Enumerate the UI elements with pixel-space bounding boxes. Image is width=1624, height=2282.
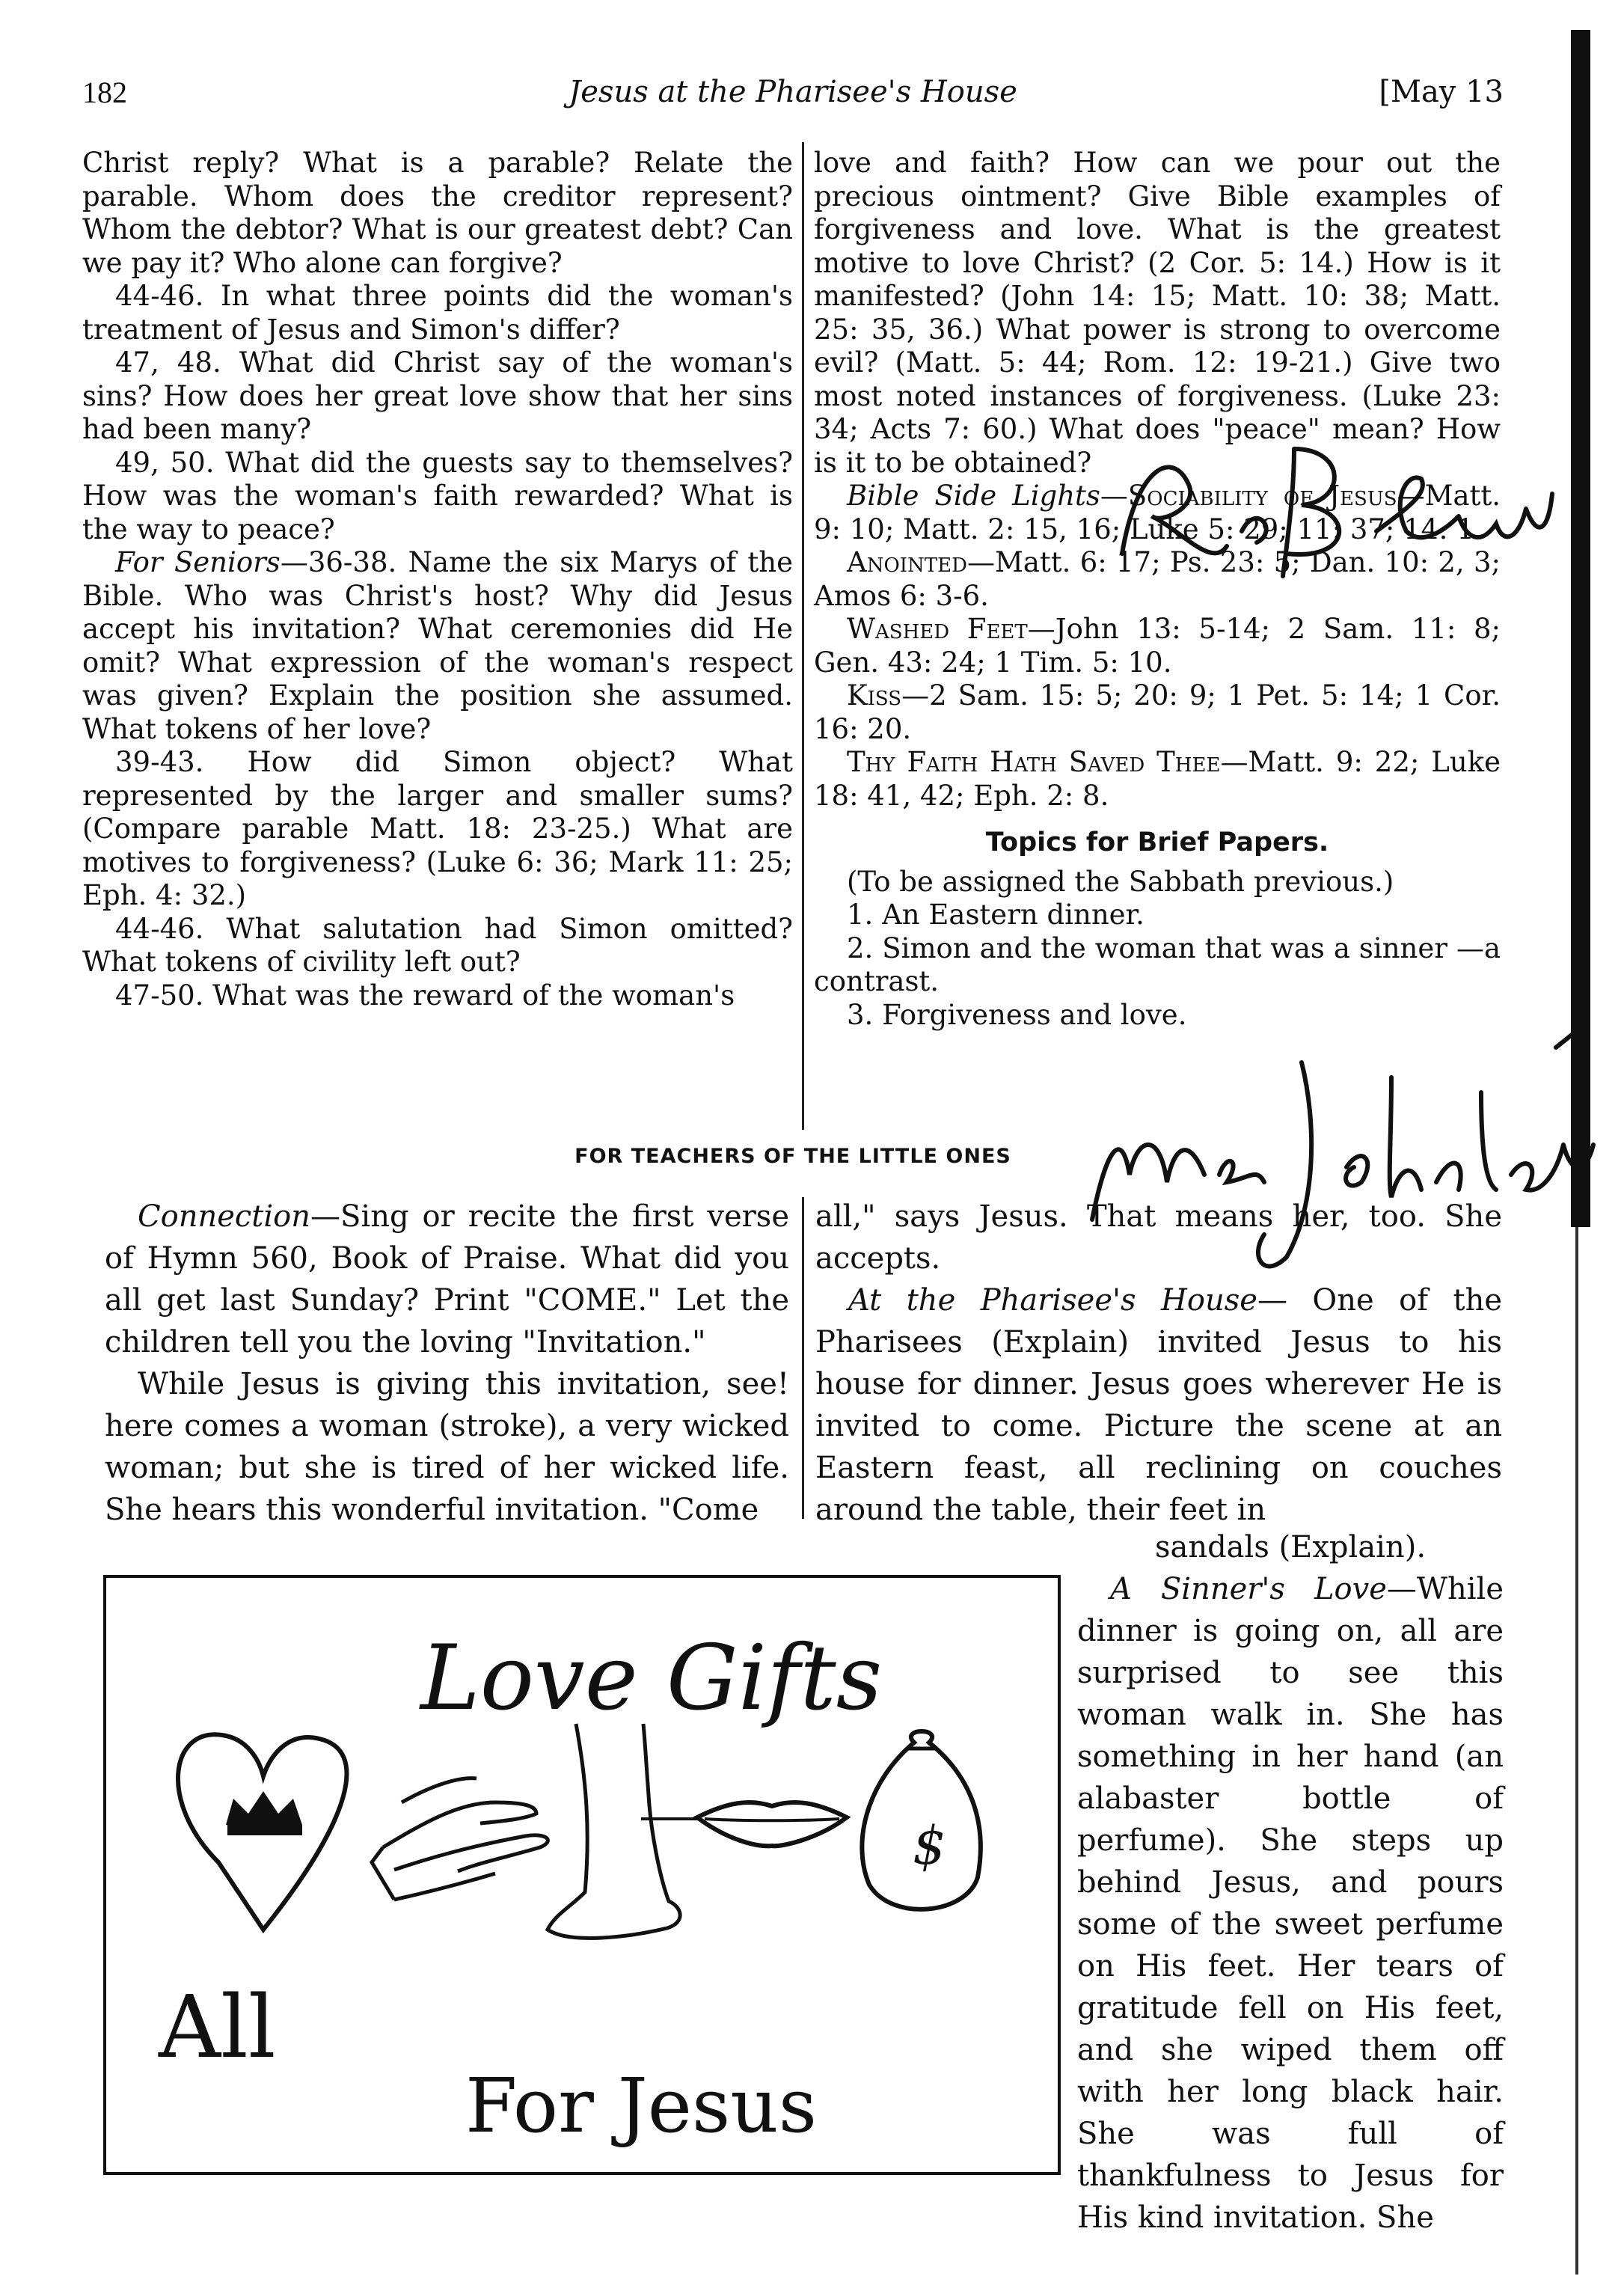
seniors-range: —36- — [280, 546, 353, 578]
seniors-paragraph — [82, 546, 793, 746]
connection-text: —Sing or recite the first verse of Hymn 560, Book of Praise. What did you all get last Sunday? Print "COME." Let the children tell you the loving "Invitation." — [105, 1199, 789, 1359]
paragraph: love and faith? How can we pour out the precious ointment? Give Bible examples of forgiveness and love. What is the greatest motive to love Christ? (2 Cor. 5: 14.) How is it manifested? (John 14: 15; Matt. 10: 38; Matt. 25: 35, 36.) What power is strong to overcome evil? (Matt. 5: 44; Rom. 12: 19-21.) Give two most noted instances of forgiveness. (Luke 23: 34; Acts 7: 60.) What does "peace" mean? How is it to be obtained? — [814, 147, 1501, 479]
side-lights-head: —Sociability of Jesus — [1100, 480, 1397, 512]
paragraph: 49, 50. What did the guests say to themselves? How was the woman's faith rewarded? What is the way to peace? — [82, 446, 793, 545]
dollar-sign: $ — [913, 1815, 946, 1876]
paragraph: all," says Jesus. That means her, too. She accepts. — [815, 1199, 1502, 1276]
topic-item: 2. Simon and the woman that was a sinner —a contrast. — [814, 932, 1501, 997]
side-lights-label: Bible Side Lights — [847, 480, 1100, 512]
paragraph: While Jesus is giving this invitation, see! here comes a woman (stroke), a very wicked woman; but she is tired of her wicked life. She hears this wonderful invitation. "Come — [105, 1367, 789, 1527]
topics-title: Topics for Brief Papers. — [985, 828, 1329, 857]
signature-mrs-johnston — [1077, 1033, 1601, 1272]
illustration-title: Love Gifts — [420, 1627, 883, 1731]
teachers-column-left — [105, 1196, 789, 1531]
sinners-love-text: —While dinner is going on, all are surprised to see this woman walk in. She has something in her hand (an alabaster bottle of perfume). She steps up behind Jesus, and pours some of the sweet perfume on His feet. Her tears of gratitude fell on His feet, and she wiped them off with her long black hair. She was full of thankfulness to Jesus for His kind invitation. She — [1077, 1572, 1504, 2235]
seniors-text: 38. Name the six Marys of the Bible. Who was Christ's host? Why did Jesus accept his invitation? What ceremonies did He omit? What expression of the woman's respect was given? Explain the position she assumed. What tokens of her love? — [82, 546, 794, 745]
continuation-line: sandals (Explain). — [1154, 1530, 1427, 1564]
column-divider — [802, 142, 804, 1130]
section-heading: FOR TEACHERS OF THE LITTLE ONES — [574, 1145, 1011, 1168]
kiss-head: Kiss — [847, 679, 902, 712]
anointed-text: —Matt. 6: 17; Ps. 23: 5; Dan. 10: 2, 3; Amos 6: 3-6. — [814, 546, 1501, 612]
topics-note: (To be assigned the Sabbath previous.) — [847, 865, 1394, 898]
washed-text: —John 13: 5-14; 2 Sam. 11: 8; Gen. 43: 24; 1 Tim. 5: 10. — [814, 613, 1501, 679]
pharisee-text: — One of the Pharisees (Explain) invited Jesus to his house for dinner. Jesus goes wherever He is invited to come. Picture the scene at an Eastern feast, all reclining on couches around the table, their feet in — [815, 1283, 1503, 1527]
paragraph: 44-46. What salutation had Simon omitted? What tokens of civility left out? — [82, 912, 793, 978]
pharisee-paragraph — [815, 1279, 1502, 1531]
topic-item: 3. Forgiveness and love. — [847, 998, 1187, 1031]
side-lights-text: —Matt. 9: 10; Matt. 2: 15, 16; Luke 5: 29; 11: 37; 14: 1. — [814, 480, 1501, 545]
sinners-love-column — [1077, 1526, 1504, 2239]
pharisee-label: At the Pharisee's House — [848, 1283, 1257, 1318]
foot-icon — [548, 1724, 680, 1938]
faith-text: —Matt. 9: 22; Luke 18: 41, 42; Eph. 2: 8. — [814, 746, 1501, 812]
seniors-label: For Seniors — [115, 546, 281, 578]
open-hands-icon — [372, 1778, 548, 1900]
connection-paragraph — [105, 1196, 789, 1363]
washed-head: Washed Feet — [847, 613, 1028, 645]
money-bag-icon — [862, 1731, 980, 1909]
faith-head: Thy Faith Hath Saved Thee — [847, 746, 1221, 778]
heart-crown-icon — [178, 1734, 346, 1930]
sinners-love-label: A Sinner's Love — [1110, 1572, 1387, 1606]
paragraph: 47, 48. What did Christ say of the woman's sins? How does her great love show that her sins had been many? — [82, 346, 793, 445]
paragraph: 44-46. In what three points did the woman's treatment of Jesus and Simon's differ? — [82, 280, 793, 346]
anointed-head: Anointed — [847, 546, 967, 578]
page-number: 182 — [82, 76, 127, 109]
topic-item: 1. An Eastern dinner. — [847, 899, 1145, 931]
paragraph: Christ reply? What is a parable? Relate the parable. Whom does the creditor represent? Whom the debtor? What is our greatest debt? Can we pay it? Who alone can forgive? — [82, 147, 793, 279]
page-date: [May 13 — [1379, 75, 1504, 109]
column-divider — [802, 1197, 804, 1519]
connection-label: Connection — [138, 1199, 310, 1234]
illustration-all: All — [159, 1977, 276, 2078]
right-edge-line — [1575, 1227, 1578, 2275]
paragraph: 47-50. What was the reward of the woman's — [115, 979, 735, 1012]
running-title: Jesus at the Pharisee's House — [569, 75, 1017, 109]
love-gifts-illustration — [103, 1575, 1061, 2175]
lips-icon — [641, 1802, 847, 1846]
paragraph: 39-43. How did Simon object? What represented by the larger and smaller sums? (Compare parable Matt. 18: 23-25.) What are motives to forgiveness? (Luke 6: 36; Mark 11: 25; Eph. 4: 32.) — [82, 746, 793, 911]
side-lights-column — [814, 147, 1501, 1032]
page-header — [82, 75, 1504, 120]
kiss-text: —2 Sam. 15: 5; 20: 9; 1 Pet. 5: 14; 1 Cor. 16: 20. — [814, 679, 1501, 745]
thy-faith — [814, 746, 1501, 813]
signature-rev-brown — [1107, 419, 1556, 584]
questions-column — [82, 147, 793, 1012]
illustration-for-jesus: For Jesus — [465, 2062, 818, 2150]
sinners-love-paragraph — [1077, 1568, 1504, 2239]
kiss — [814, 679, 1501, 746]
washed-feet — [814, 613, 1501, 679]
